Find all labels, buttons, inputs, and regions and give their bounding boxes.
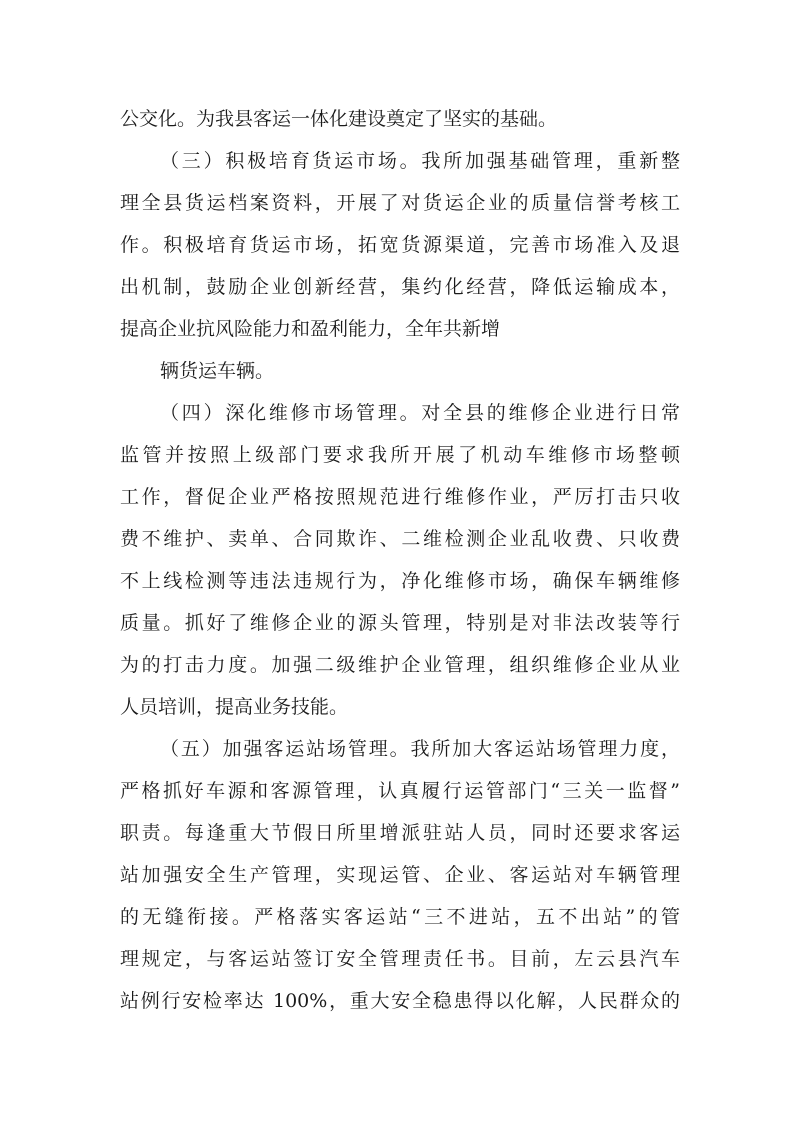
text-line <box>0 146 794 176</box>
line-text: 辆货运车辆。 <box>160 360 275 382</box>
text-line <box>0 314 794 344</box>
line-text: 人员培训，提高业务技能。 <box>120 696 349 718</box>
text-line <box>0 734 794 764</box>
text-line <box>0 818 794 848</box>
line-text: （五）加强客运站场管理。我所加大客运站场管理力度， <box>160 738 680 760</box>
line-text: 站加强安全生产管理，实现运管、企业、客运站对车辆管理 <box>120 864 680 886</box>
line-text: 严格抓好车源和客源管理，认真履行运管部门“三关一监督” <box>120 780 680 802</box>
line-text: 为的打击力度。加强二级维护企业管理，组织维修企业从业 <box>120 654 680 676</box>
text-line <box>0 692 794 722</box>
line-text: （三）积极培育货运市场。我所加强基础管理，重新整 <box>160 150 680 172</box>
line-text: 工作，督促企业严格按照规范进行维修作业，严厉打击只收 <box>120 486 680 508</box>
text-line <box>0 566 794 596</box>
line-text: 的无缝衔接。严格落实客运站“三不进站，五不出站”的管 <box>120 906 680 928</box>
text-line <box>0 986 794 1016</box>
text-line <box>0 230 794 260</box>
text-line <box>0 902 794 932</box>
text-line <box>0 524 794 554</box>
text-line <box>0 272 794 302</box>
line-text: 职责。每逢重大节假日所里增派驻站人员，同时还要求客运 <box>120 822 680 844</box>
line-text: （四）深化维修市场管理。对全县的维修企业进行日常 <box>160 402 680 424</box>
line-text: 作。积极培育货运市场，拓宽货源渠道，完善市场准入及退 <box>120 234 680 256</box>
line-text: 站例行安检率达 100%，重大安全稳患得以化解，人民群众的 <box>120 990 680 1012</box>
text-line <box>0 398 794 428</box>
line-text: 不上线检测等违法违规行为，净化维修市场，确保车辆维修 <box>120 570 680 592</box>
line-text: 理规定，与客运站签订安全管理责任书。目前，左云县汽车 <box>120 948 680 970</box>
line-text: 质量。抓好了维修企业的源头管理，特别是对非法改装等行 <box>120 612 680 634</box>
line-text: 出机制，鼓励企业创新经营，集约化经营，降低运输成本， <box>120 276 680 298</box>
text-line <box>0 944 794 974</box>
line-text: 费不维护、卖单、合同欺诈、二维检测企业乱收费、只收费 <box>120 528 680 550</box>
text-line <box>0 650 794 680</box>
line-text: 监管并按照上级部门要求我所开展了机动车维修市场整顿 <box>120 444 680 466</box>
text-line <box>0 356 794 386</box>
text-line <box>0 608 794 638</box>
text-line <box>0 440 794 470</box>
text-line <box>0 104 794 134</box>
text-line <box>0 482 794 512</box>
line-text: 提高企业抗风险能力和盈利能力，全年共新增 <box>120 318 501 340</box>
text-line <box>0 860 794 890</box>
line-text: 理全县货运档案资料，开展了对货运企业的质量信誉考核工 <box>120 192 680 214</box>
line-text: 公交化。为我县客运一体化建设奠定了坚实的基础。 <box>120 108 558 130</box>
text-line <box>0 776 794 806</box>
text-line <box>0 188 794 218</box>
